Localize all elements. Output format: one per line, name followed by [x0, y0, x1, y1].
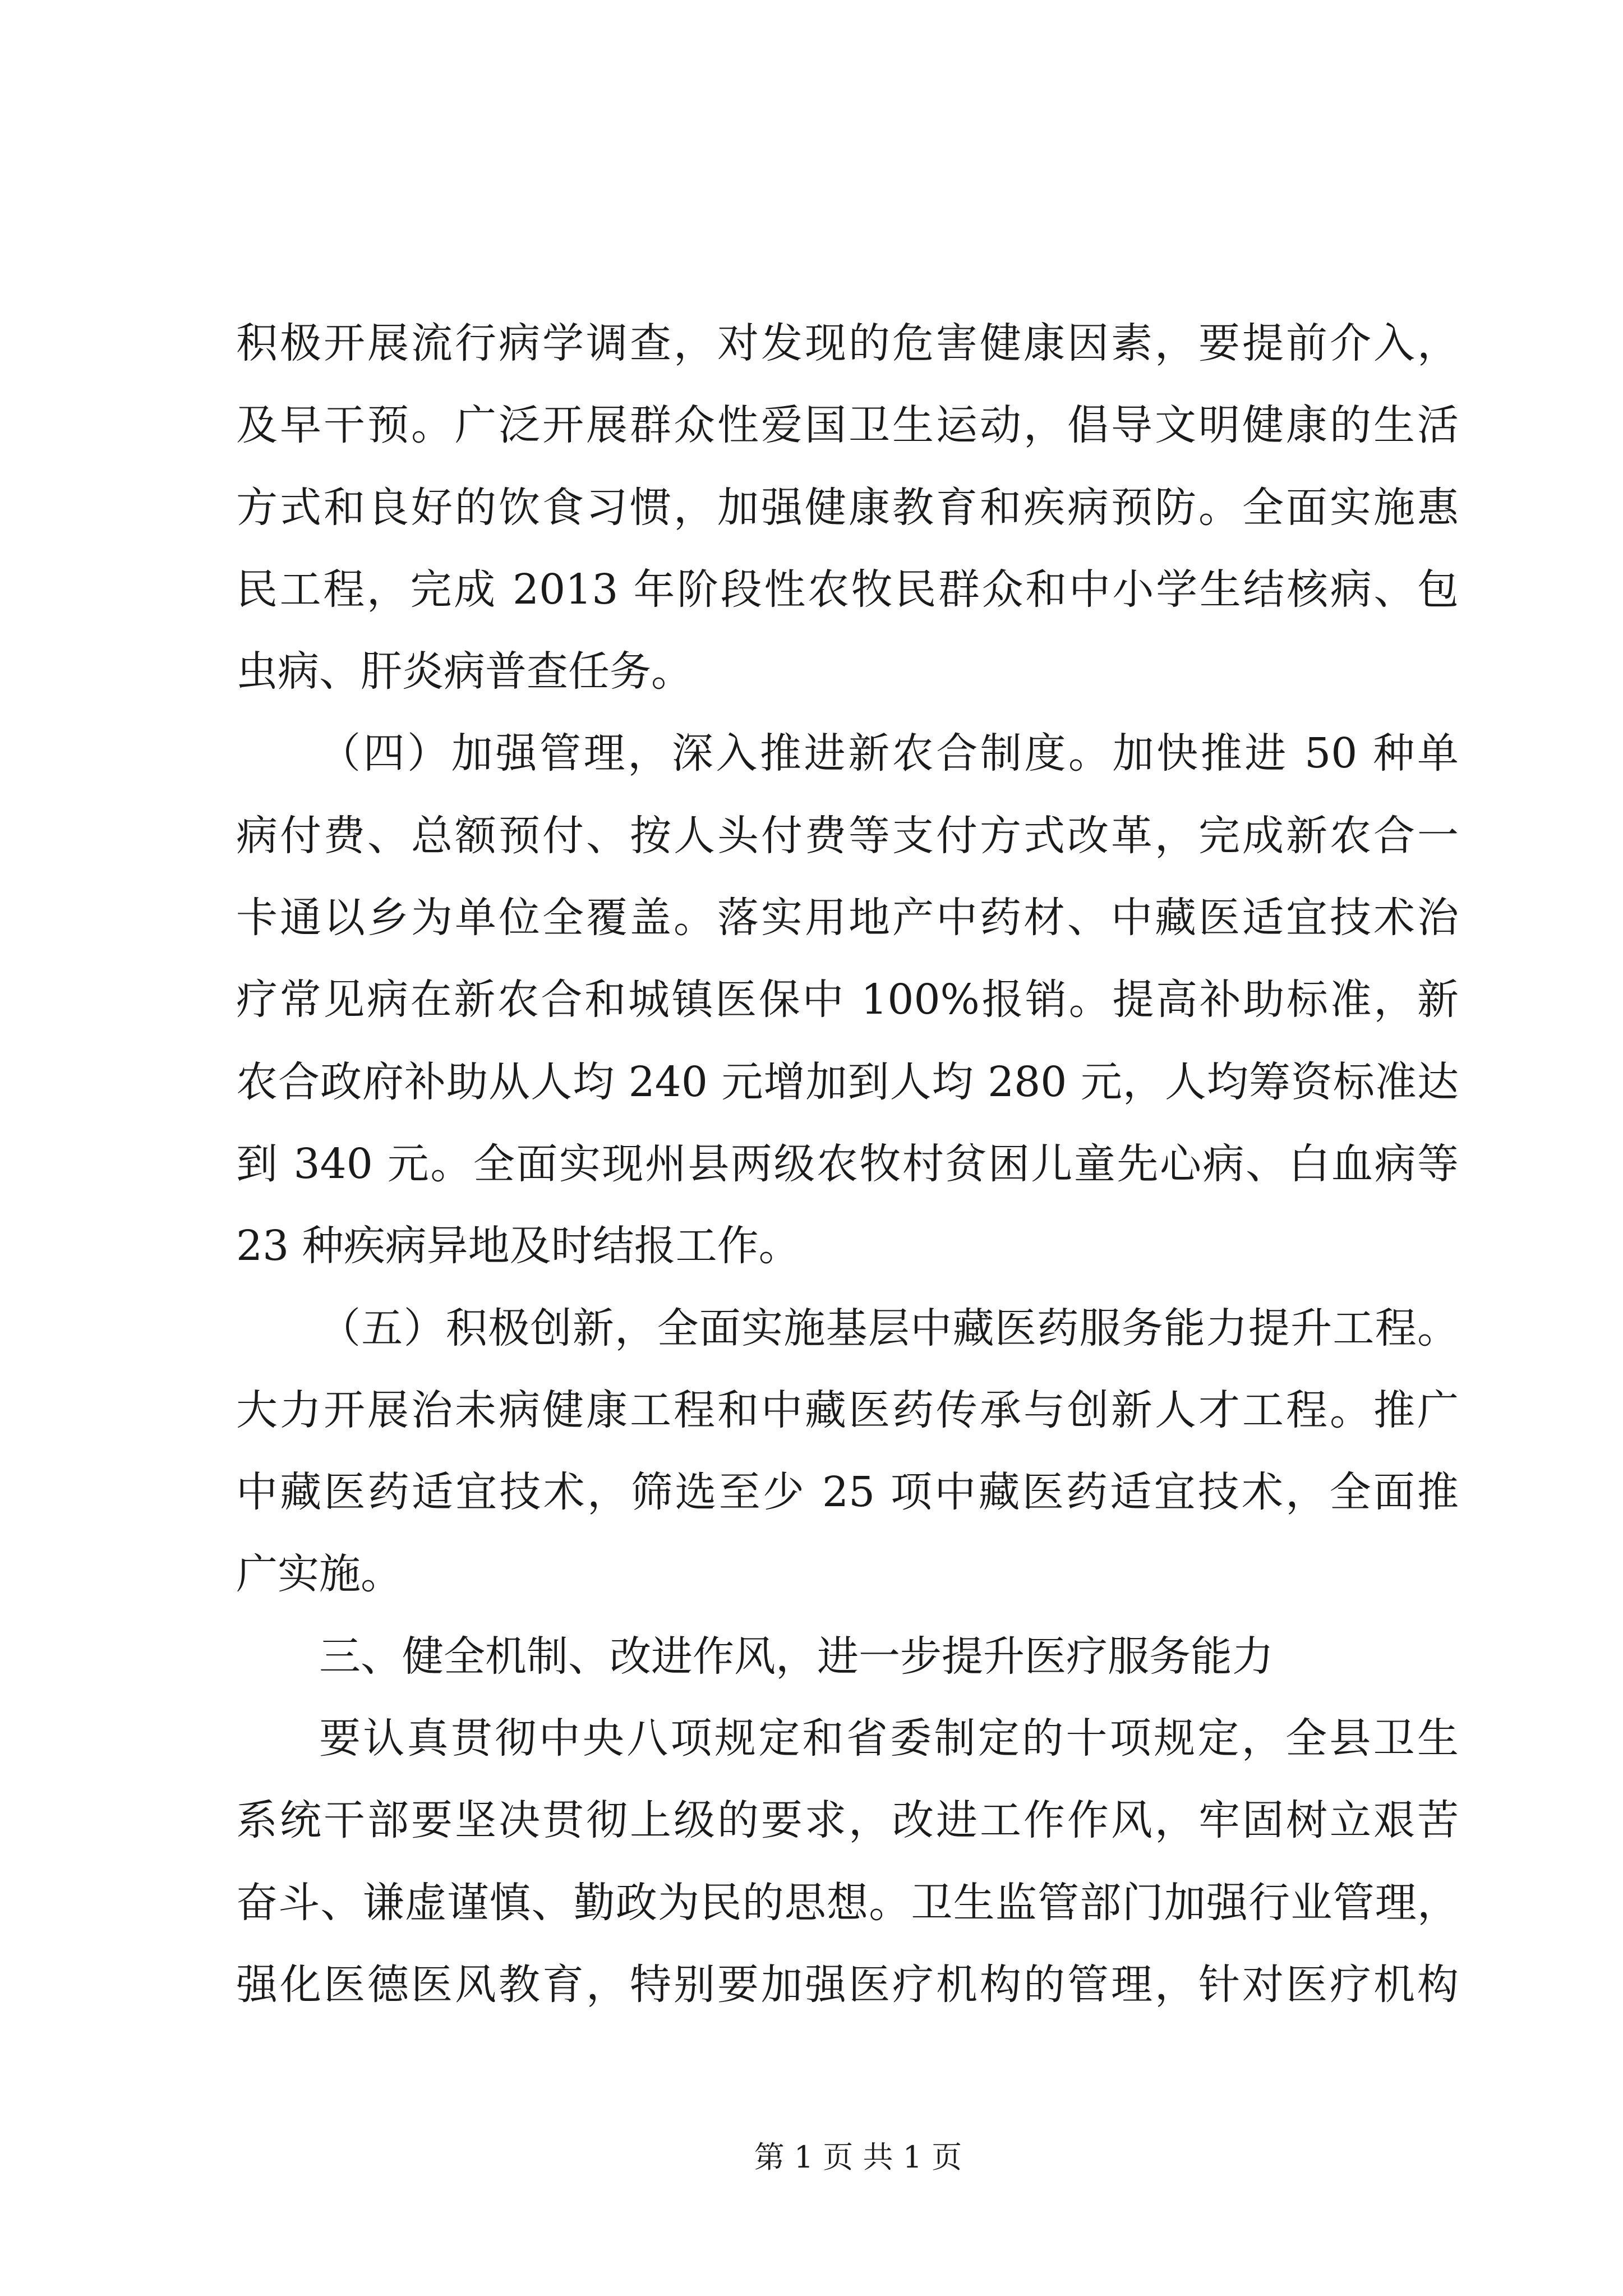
text-line: 到 340 元。全面实现州县两级农牧村贫困儿童先心病、白血病等: [236, 1139, 1459, 1188]
text-line: 病付费、总额预付、按人头付费等支付方式改革，完成新农合一: [236, 811, 1459, 860]
text-line: 及早干预。广泛开展群众性爱国卫生运动，倡导文明健康的生活: [236, 401, 1459, 450]
text-line: 系统干部要坚决贯彻上级的要求，改进工作作风，牢固树立艰苦: [236, 1796, 1459, 1845]
text-line: 广实施。: [236, 1550, 402, 1599]
text-line: 23 种疾病异地及时结报工作。: [236, 1222, 800, 1271]
text-line: 奋斗、谦虚谨慎、勤政为民的思想。卫生监管部门加强行业管理，: [236, 1878, 1459, 1927]
text-line: （四）加强管理，深入推进新农合制度。加快推进 50 种单: [319, 729, 1459, 778]
text-line: 大力开展治未病健康工程和中藏医药传承与创新人才工程。推广: [236, 1386, 1459, 1434]
text-line: 积极开展流行病学调查，对发现的危害健康因素，要提前介入，: [236, 319, 1459, 367]
text-line: 民工程，完成 2013 年阶段性农牧民群众和中小学生结核病、包: [236, 565, 1459, 614]
text-line: 疗常见病在新农合和城镇医保中 100%报销。提高补助标准，新: [236, 976, 1459, 1024]
text-line: 虫病、肝炎病普查任务。: [236, 647, 693, 696]
text-line: 中藏医药适宜技术，筛选至少 25 项中藏医药适宜技术，全面推: [236, 1468, 1459, 1517]
section-heading-3: [236, 1616, 1459, 1697]
paragraph-section-5: [236, 1287, 1459, 1616]
paragraph-section-3-body: [236, 1697, 1459, 2026]
document-body: [236, 302, 1459, 2026]
section-heading-text: 三、健全机制、改进作风，进一步提升医疗服务能力: [319, 1632, 1274, 1681]
text-line: 方式和良好的饮食习惯，加强健康教育和疾病预防。全面实施惠: [236, 483, 1459, 532]
text-line: 强化医德医风教育，特别要加强医疗机构的管理，针对医疗机构: [236, 1960, 1459, 2009]
text-line: 要认真贯彻中央八项规定和省委制定的十项规定，全县卫生: [319, 1714, 1459, 1763]
text-line: （五）积极创新，全面实施基层中藏医药服务能力提升工程。: [319, 1304, 1459, 1352]
paragraph-section-4: [236, 712, 1459, 1287]
text-line: 卡通以乡为单位全覆盖。落实用地产中药材、中藏医适宜技术治: [236, 894, 1459, 942]
page-footer: 第 1 页 共 1 页: [754, 2139, 962, 2175]
text-line: 农合政府补助从人均 240 元增加到人均 280 元，人均筹资标准达: [236, 1057, 1459, 1106]
paragraph-continued: [236, 302, 1459, 712]
